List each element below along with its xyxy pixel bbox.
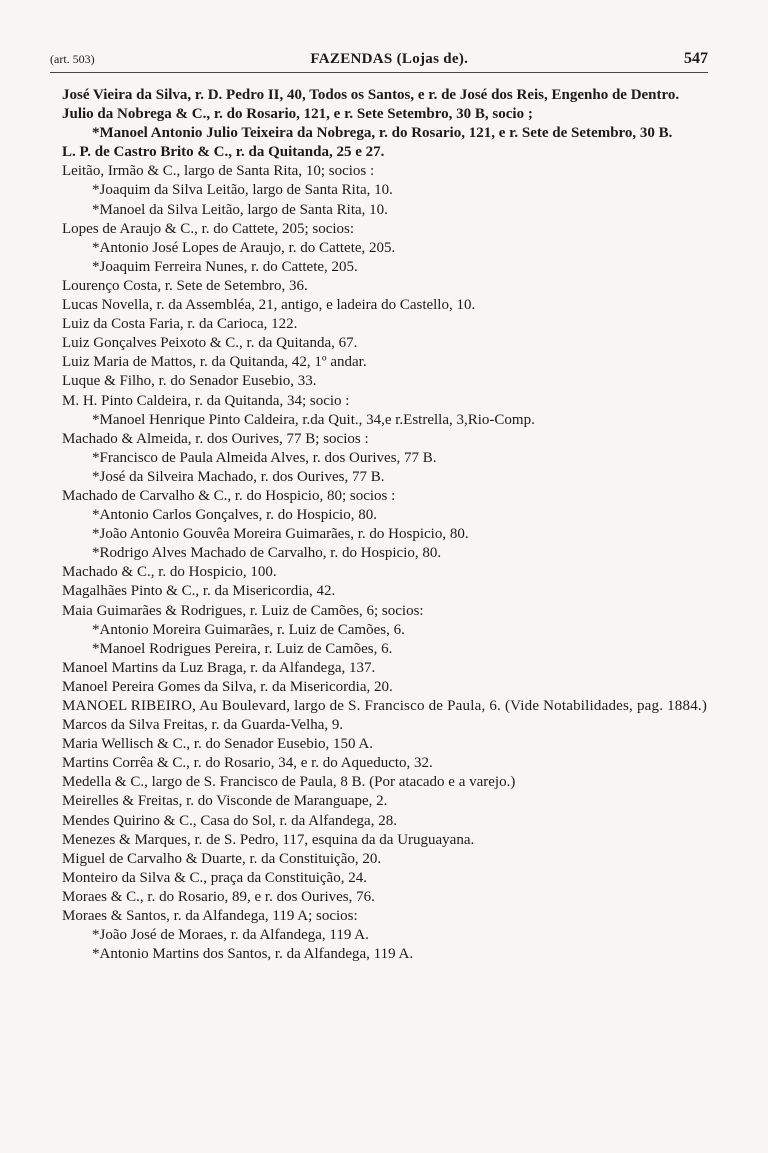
- partner-entry: *Antonio Carlos Gonçalves, r. do Hospicio, 80.: [92, 507, 377, 524]
- business-entry: Moraes & Santos, r. da Alfandega, 119 A; socios:: [62, 908, 358, 925]
- business-entry: Maria Wellisch & C., r. do Senador Eusebio, 150 A.: [62, 736, 373, 753]
- business-entry: Meirelles & Freitas, r. do Visconde de Maranguape, 2.: [62, 793, 388, 810]
- business-entry: Machado & C., r. do Hospicio, 100.: [62, 564, 277, 581]
- business-entry: Lucas Novella, r. da Assembléa, 21, antigo, e ladeira do Castello, 10.: [62, 297, 476, 314]
- partner-entry: *Francisco de Paula Almeida Alves, r. dos Ourives, 77 B.: [92, 449, 437, 466]
- business-entry: M. H. Pinto Caldeira, r. da Quitanda, 34; socio :: [62, 392, 350, 409]
- partner-entry: *Manoel Rodrigues Pereira, r. Luiz de Camões, 6.: [92, 640, 393, 657]
- business-entry: Monteiro da Silva & C., praça da Constituição, 24.: [62, 869, 367, 886]
- business-entry: Moraes & C., r. do Rosario, 89, e r. dos Ourives, 76.: [62, 888, 375, 905]
- partner-entry: *Joaquim Ferreira Nunes, r. do Cattete, 205.: [92, 258, 358, 275]
- business-entry: Machado de Carvalho & C., r. do Hospicio, 80; socios :: [62, 487, 396, 504]
- business-entry: Luque & Filho, r. do Senador Eusebio, 33.: [62, 373, 317, 390]
- header-rule: [50, 72, 708, 73]
- business-entry: Medella & C., largo de S. Francisco de Paula, 8 B. (Por atacado e a varejo.): [62, 774, 516, 791]
- business-entry: José Vieira da Silva, r. D. Pedro II, 40, Todos os Santos, e r. de José dos Reis, Engenho de Dentro.: [62, 87, 680, 103]
- business-entry: Mendes Quirino & C., Casa do Sol, r. da Alfandega, 28.: [62, 812, 397, 829]
- business-entry: Magalhães Pinto & C., r. da Misericordia, 42.: [62, 583, 336, 600]
- business-entry: Luiz da Costa Faria, r. da Carioca, 122.: [62, 316, 298, 333]
- business-entry: MANOEL RIBEIRO, Au Boulevard, largo de S. Francisco de Paula, 6. (Vide Notabilidades, pag. 1884.): [62, 698, 708, 714]
- business-entry: Maia Guimarães & Rodrigues, r. Luiz de Camões, 6; socios:: [62, 602, 424, 619]
- partner-entry: *Antonio José Lopes de Araujo, r. do Cattete, 205.: [92, 239, 396, 256]
- partner-entry: *Manoel da Silva Leitão, largo de Santa Rita, 10.: [92, 201, 388, 218]
- business-entry: Marcos da Silva Freitas, r. da Guarda-Velha, 9.: [62, 717, 344, 734]
- business-entry: Manoel Pereira Gomes da Silva, r. da Misericordia, 20.: [62, 678, 393, 695]
- business-entry: Julio da Nobrega & C., r. do Rosario, 121, e r. Sete Setembro, 30 B, socio ;: [62, 106, 533, 123]
- business-entry: Luiz Maria de Mattos, r. da Quitanda, 42, 1º andar.: [62, 354, 367, 371]
- directory-list: [62, 86, 713, 964]
- business-entry: Machado & Almeida, r. dos Ourives, 77 B; socios :: [62, 430, 369, 447]
- business-entry: Luiz Gonçalves Peixoto & C., r. da Quitanda, 67.: [62, 335, 358, 352]
- partner-entry: *Joaquim da Silva Leitão, largo de Santa Rita, 10.: [92, 182, 393, 199]
- partner-entry: *João José de Moraes, r. da Alfandega, 119 A.: [92, 927, 369, 944]
- partner-entry: *José da Silveira Machado, r. dos Ourives, 77 B.: [92, 468, 385, 485]
- business-entry: Lourenço Costa, r. Sete de Setembro, 36.: [62, 277, 308, 294]
- partner-entry: *Manoel Henrique Pinto Caldeira, r.da Quit., 34,e r.Estrella, 3,Rio-Comp.: [92, 411, 535, 428]
- partner-entry: *Antonio Martins dos Santos, r. da Alfandega, 119 A.: [92, 946, 414, 963]
- partner-entry: *Rodrigo Alves Machado de Carvalho, r. do Hospicio, 80.: [92, 545, 442, 562]
- page-title: FAZENDAS (Lojas de).: [310, 51, 469, 67]
- business-entry: Manoel Martins da Luz Braga, r. da Alfandega, 137.: [62, 659, 376, 676]
- partner-entry: *Antonio Moreira Guimarães, r. Luiz de Camões, 6.: [92, 621, 405, 638]
- partner-entry: *Manoel Antonio Julio Teixeira da Nobrega, r. do Rosario, 121, e r. Sete de Setembro, 30 B.: [92, 125, 673, 142]
- page-header: [50, 50, 708, 72]
- business-entry: Lopes de Araujo & C., r. do Cattete, 205; socios:: [62, 220, 355, 237]
- business-entry: Menezes & Marques, r. de S. Pedro, 117, esquina da da Uruguayana.: [62, 831, 475, 848]
- partner-entry: *João Antonio Gouvêa Moreira Guimarães, r. do Hospicio, 80.: [92, 526, 469, 543]
- business-entry: Martins Corrêa & C., r. do Rosario, 34, e r. do Aqueducto, 32.: [62, 755, 433, 772]
- page-number: 547: [684, 50, 708, 67]
- business-entry: L. P. de Castro Brito & C., r. da Quitanda, 25 e 27.: [62, 144, 385, 161]
- business-entry: Leitão, Irmão & C., largo de Santa Rita, 10; socios :: [62, 163, 375, 180]
- business-entry: Miguel de Carvalho & Duarte, r. da Constituição, 20.: [62, 850, 382, 867]
- article-reference: (art. 503): [50, 52, 95, 66]
